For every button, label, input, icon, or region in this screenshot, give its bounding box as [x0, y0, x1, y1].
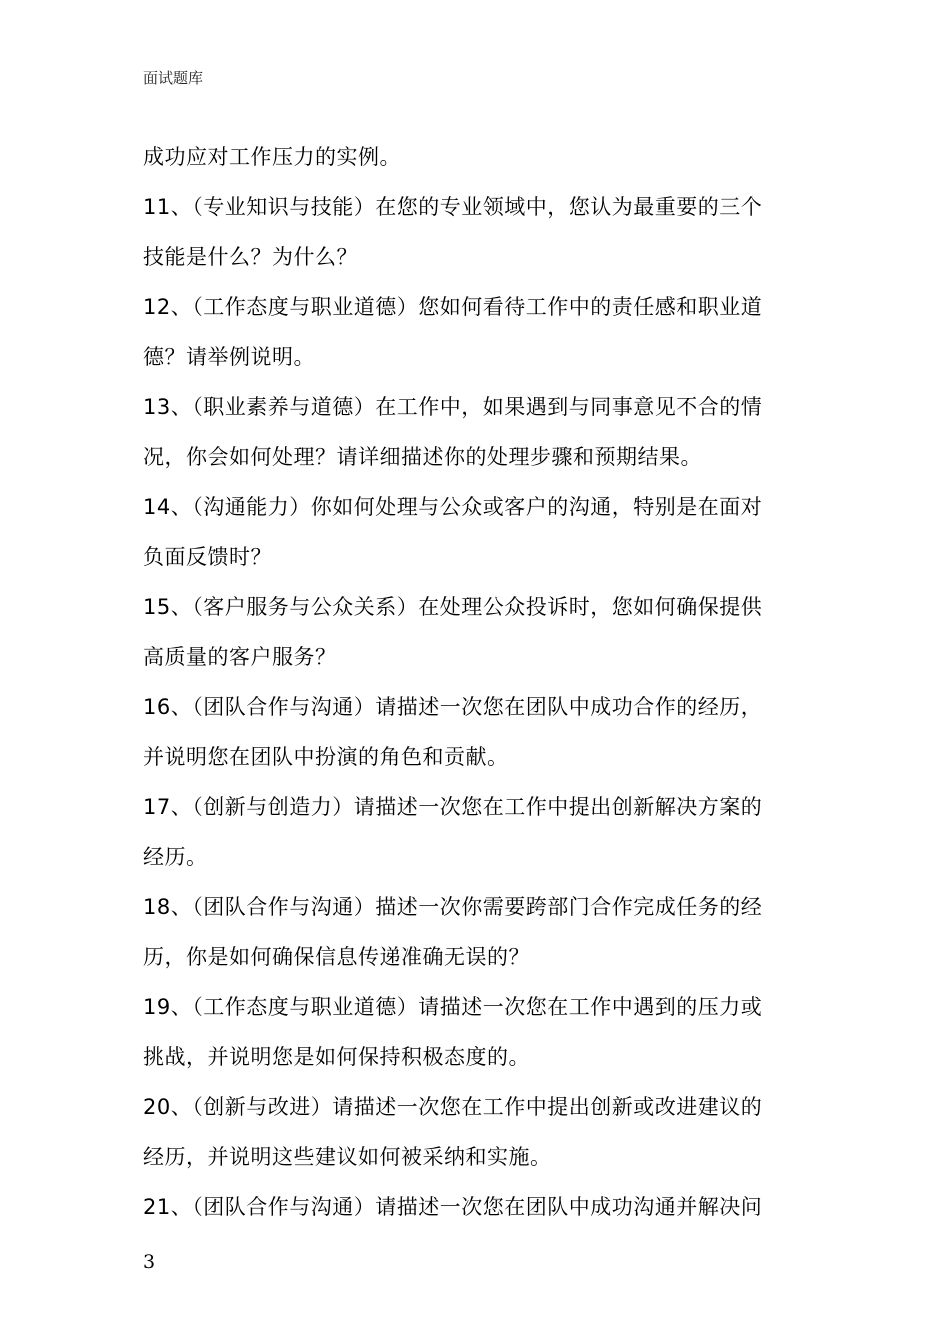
text-line: 11、（专业知识与技能）在您的专业领域中，您认为最重要的三个 [143, 195, 763, 219]
text-line: 21、（团队合作与沟通）请描述一次您在团队中成功沟通并解决问 [143, 1195, 763, 1219]
text-line: 18、（团队合作与沟通）描述一次你需要跨部门合作完成任务的经 [143, 895, 763, 919]
text-line: 成功应对工作压力的实例。 [143, 145, 401, 169]
text-line: 15、（客户服务与公众关系）在处理公众投诉时，您如何确保提供 [143, 595, 763, 619]
text-line: 并说明您在团队中扮演的角色和贡献。 [143, 745, 509, 769]
text-line: 负面反馈时？ [143, 545, 272, 569]
text-line: 挑战，并说明您是如何保持积极态度的。 [143, 1045, 530, 1069]
text-line: 16、（团队合作与沟通）请描述一次您在团队中成功合作的经历， [143, 695, 763, 719]
page-number: 3 [143, 1251, 156, 1273]
text-line: 德？请举例说明。 [143, 345, 315, 369]
text-line: 经历，并说明这些建议如何被采纳和实施。 [143, 1145, 552, 1169]
text-line: 高质量的客户服务？ [143, 645, 337, 669]
text-line: 技能是什么？为什么？ [143, 245, 358, 269]
text-line: 经历。 [143, 845, 208, 869]
text-line: 况，你会如何处理？请详细描述你的处理步骤和预期结果。 [143, 445, 702, 469]
text-line: 12、（工作态度与职业道德）您如何看待工作中的责任感和职业道 [143, 295, 763, 319]
document-body [143, 132, 813, 1232]
text-line: 20、（创新与改进）请描述一次您在工作中提出创新或改进建议的 [143, 1095, 763, 1119]
text-line: 19、（工作态度与职业道德）请描述一次您在工作中遇到的压力或 [143, 995, 763, 1019]
text-line: 14、（沟通能力）你如何处理与公众或客户的沟通，特别是在面对 [143, 495, 763, 519]
page-header-title: 面试题库 [143, 69, 204, 87]
text-line: 17、（创新与创造力）请描述一次您在工作中提出创新解决方案的 [143, 795, 763, 819]
text-line: 13、（职业素养与道德）在工作中，如果遇到与同事意见不合的情 [143, 395, 763, 419]
text-line: 历，你是如何确保信息传递准确无误的？ [143, 945, 530, 969]
